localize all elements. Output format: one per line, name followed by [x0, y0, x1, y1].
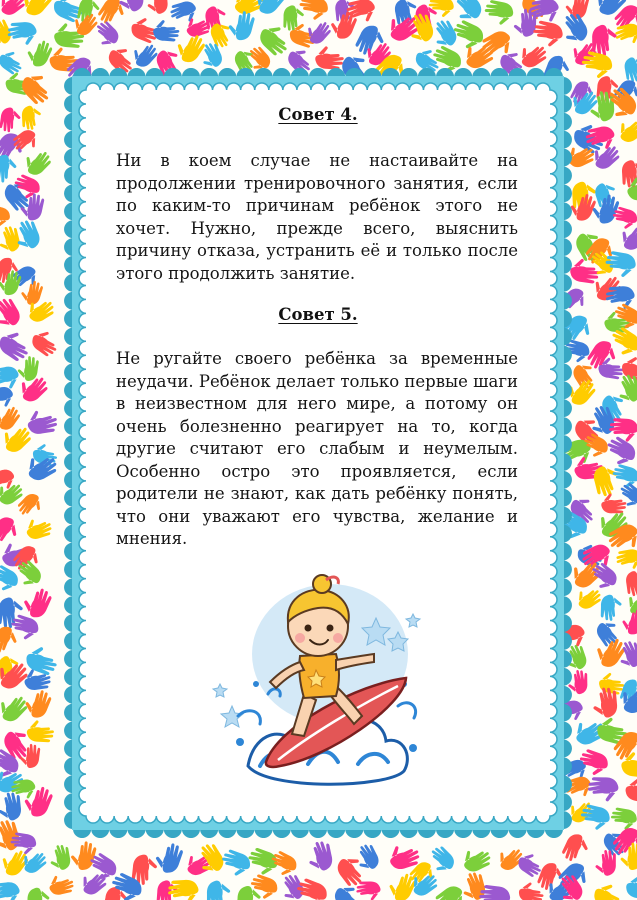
handprint-icon — [603, 434, 637, 468]
tip-5-title: Совет 5. — [278, 305, 358, 324]
tips-panel — [64, 68, 572, 838]
handprint-icon — [71, 841, 97, 871]
handprint-icon — [0, 154, 17, 182]
handprint-icon — [0, 513, 22, 550]
handprint-icon — [431, 880, 469, 900]
handprint-icon — [202, 878, 233, 900]
handprint-icon — [228, 10, 255, 40]
handprint-icon — [23, 688, 52, 720]
handprint-icon — [17, 355, 40, 381]
handprint-icon — [0, 0, 29, 20]
handprint-icon — [620, 54, 637, 85]
handprint-icon — [25, 645, 59, 676]
handprint-icon — [611, 807, 637, 830]
handprint-icon — [129, 39, 160, 72]
handprint-icon — [0, 790, 26, 824]
handprint-icon — [18, 846, 50, 878]
tip-4-title: Совет 4. — [278, 105, 358, 124]
handprint-icon — [518, 882, 544, 900]
handprint-icon — [0, 294, 26, 332]
handprint-icon — [22, 585, 54, 619]
handprint-icon — [485, 0, 514, 25]
handprint-icon — [0, 689, 31, 726]
handprint-icon — [21, 145, 54, 180]
handprint-icon — [428, 0, 454, 18]
handprint-icon — [220, 849, 252, 878]
handprint-icon — [616, 219, 637, 254]
handprint-icon — [18, 103, 44, 132]
child-surfer-illustration — [208, 566, 428, 796]
handprint-icon — [533, 21, 562, 47]
handprint-icon — [626, 875, 637, 900]
handprint-icon — [144, 0, 172, 17]
handprint-icon — [597, 593, 624, 623]
handprint-icon — [0, 563, 21, 593]
handprint-icon — [614, 113, 637, 148]
handprint-icon — [626, 779, 637, 803]
handprint-icon — [24, 886, 52, 900]
handprint-icon — [586, 773, 621, 805]
handprint-icon — [152, 18, 181, 44]
handprint-icon — [15, 490, 45, 521]
handprint-icon — [303, 16, 333, 48]
handprint-icon — [303, 838, 338, 875]
handprint-icon — [246, 847, 279, 876]
handprint-icon — [590, 880, 626, 900]
handprint-icon — [46, 842, 76, 873]
handprint-icon — [351, 841, 384, 875]
handprint-icon — [22, 513, 55, 545]
handprint-icon — [387, 870, 417, 900]
handprint-icon — [458, 842, 495, 878]
handprint-icon — [25, 38, 53, 69]
handprint-icon — [46, 870, 77, 899]
handprint-icon — [5, 17, 40, 49]
handprint-icon — [0, 205, 10, 227]
handprint-icon — [613, 545, 637, 574]
handprint-icon — [24, 405, 61, 439]
handprint-icon — [0, 402, 22, 433]
handprint-icon — [299, 0, 329, 20]
handprint-icon — [621, 568, 637, 599]
handprint-icon — [249, 874, 278, 900]
tip-5-text: Не ругайте своего ребёнка за временные неудачи. Ребёнок делает только первые шаги в неизвестном для него мире, а потому он очень болезненно реагирует на то, когда другие считают его слабым и неумелым. Особенно остро это проявляется, если родители не знают, как дать ребёнку понять, что они уважают его чувства, желание и мнения. — [116, 349, 518, 548]
handprint-icon — [0, 48, 26, 77]
handprint-icon — [154, 841, 183, 874]
handprint-icon — [28, 328, 61, 359]
handprint-icon — [25, 718, 55, 745]
handprint-icon — [0, 107, 21, 133]
handprint-icon — [0, 877, 23, 900]
handprint-icon — [280, 4, 307, 33]
handprint-icon — [18, 0, 55, 20]
tip-4-text: Ни в коем случае не настаивайте на продолжении тренировочного занятия, если по каким-то причинам ребёнок этого не хочет. Нужно, прежде всего, выяснить причину отказа, устранить её и только после этого продолжить занятие. — [116, 151, 518, 283]
